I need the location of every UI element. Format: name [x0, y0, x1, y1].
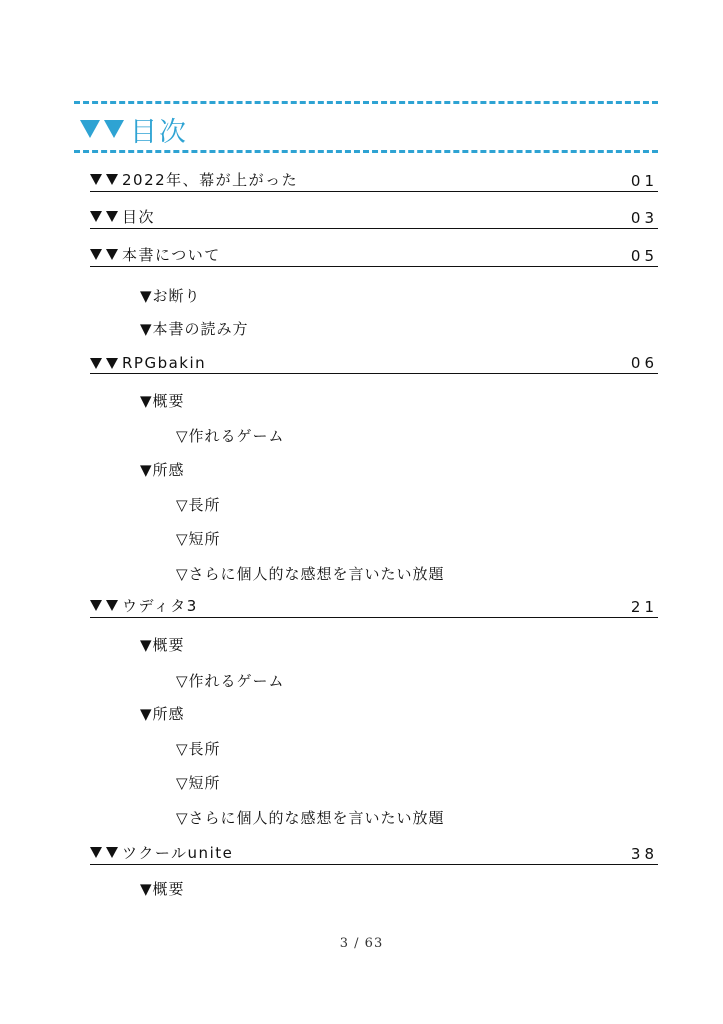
toc-heading-title: 目次: [130, 116, 188, 148]
toc-entry-page: 21: [630, 598, 658, 616]
toc-entry-page: 03: [630, 209, 658, 227]
toc-sub-item[interactable]: ▼所感: [140, 460, 185, 479]
toc-sub-item[interactable]: ▼お断り: [140, 286, 201, 305]
triangle-icon: [106, 211, 118, 222]
toc-sub-item[interactable]: ▼概要: [140, 391, 185, 410]
toc-entry-title: 本書について: [122, 246, 221, 264]
toc-sub-sub-item[interactable]: ▽作れるゲーム: [176, 671, 285, 690]
toc-entry-title: ウディタ3: [122, 597, 198, 615]
toc-sub-sub-item[interactable]: ▽さらに個人的な感想を言いたい放題: [176, 808, 445, 827]
page-indicator: 3 / 63: [339, 936, 384, 951]
toc-sub-item[interactable]: ▼所感: [140, 704, 185, 723]
toc-entry-page: 05: [630, 247, 658, 265]
toc-entry-page: 06: [630, 354, 658, 372]
toc-entry-honsho[interactable]: [90, 245, 658, 267]
toc-heading: [80, 112, 188, 146]
triangle-icon: [106, 249, 118, 260]
toc-entry-wodita3[interactable]: [90, 596, 658, 618]
toc-sub-item[interactable]: ▼本書の読み方: [140, 319, 249, 338]
toc-sub-sub-item[interactable]: ▽作れるゲーム: [176, 426, 285, 445]
toc-entry-2022[interactable]: [90, 170, 658, 192]
triangle-icon: [106, 174, 118, 185]
toc-sub-sub-item[interactable]: ▽短所: [176, 773, 221, 792]
toc-entry-title: 2022年、幕が上がった: [122, 171, 299, 189]
toc-sub-sub-item[interactable]: ▽さらに個人的な感想を言いたい放題: [176, 564, 445, 583]
toc-sub-sub-item[interactable]: ▽短所: [176, 529, 221, 548]
toc-entry-page: 01: [630, 172, 658, 190]
toc-entry-title: 目次: [122, 208, 156, 226]
double-triangle-icon: [80, 120, 124, 138]
toc-sub-sub-item[interactable]: ▽長所: [176, 739, 221, 758]
triangle-icon: [90, 211, 102, 222]
toc-entry-title: ツクールunite: [122, 844, 234, 862]
triangle-icon: [106, 358, 118, 369]
toc-entry-tkool-unite[interactable]: [90, 843, 658, 865]
toc-entry-title: RPGbakin: [122, 354, 207, 372]
toc-entry-mokuji[interactable]: [90, 207, 658, 229]
triangle-icon: [106, 600, 118, 611]
heading-top-dashed-rule: [74, 101, 658, 104]
triangle-icon: [90, 600, 102, 611]
triangle-icon: [90, 174, 102, 185]
triangle-icon: [90, 249, 102, 260]
heading-bottom-dashed-rule: [74, 150, 658, 153]
toc-entry-page: 38: [630, 845, 658, 863]
toc-sub-item[interactable]: ▼概要: [140, 635, 185, 654]
triangle-icon: [106, 847, 118, 858]
toc-sub-sub-item[interactable]: ▽長所: [176, 495, 221, 514]
toc-sub-item[interactable]: ▼概要: [140, 879, 185, 898]
toc-entry-rpgbakin[interactable]: [90, 352, 658, 374]
triangle-icon: [90, 358, 102, 369]
triangle-icon: [90, 847, 102, 858]
